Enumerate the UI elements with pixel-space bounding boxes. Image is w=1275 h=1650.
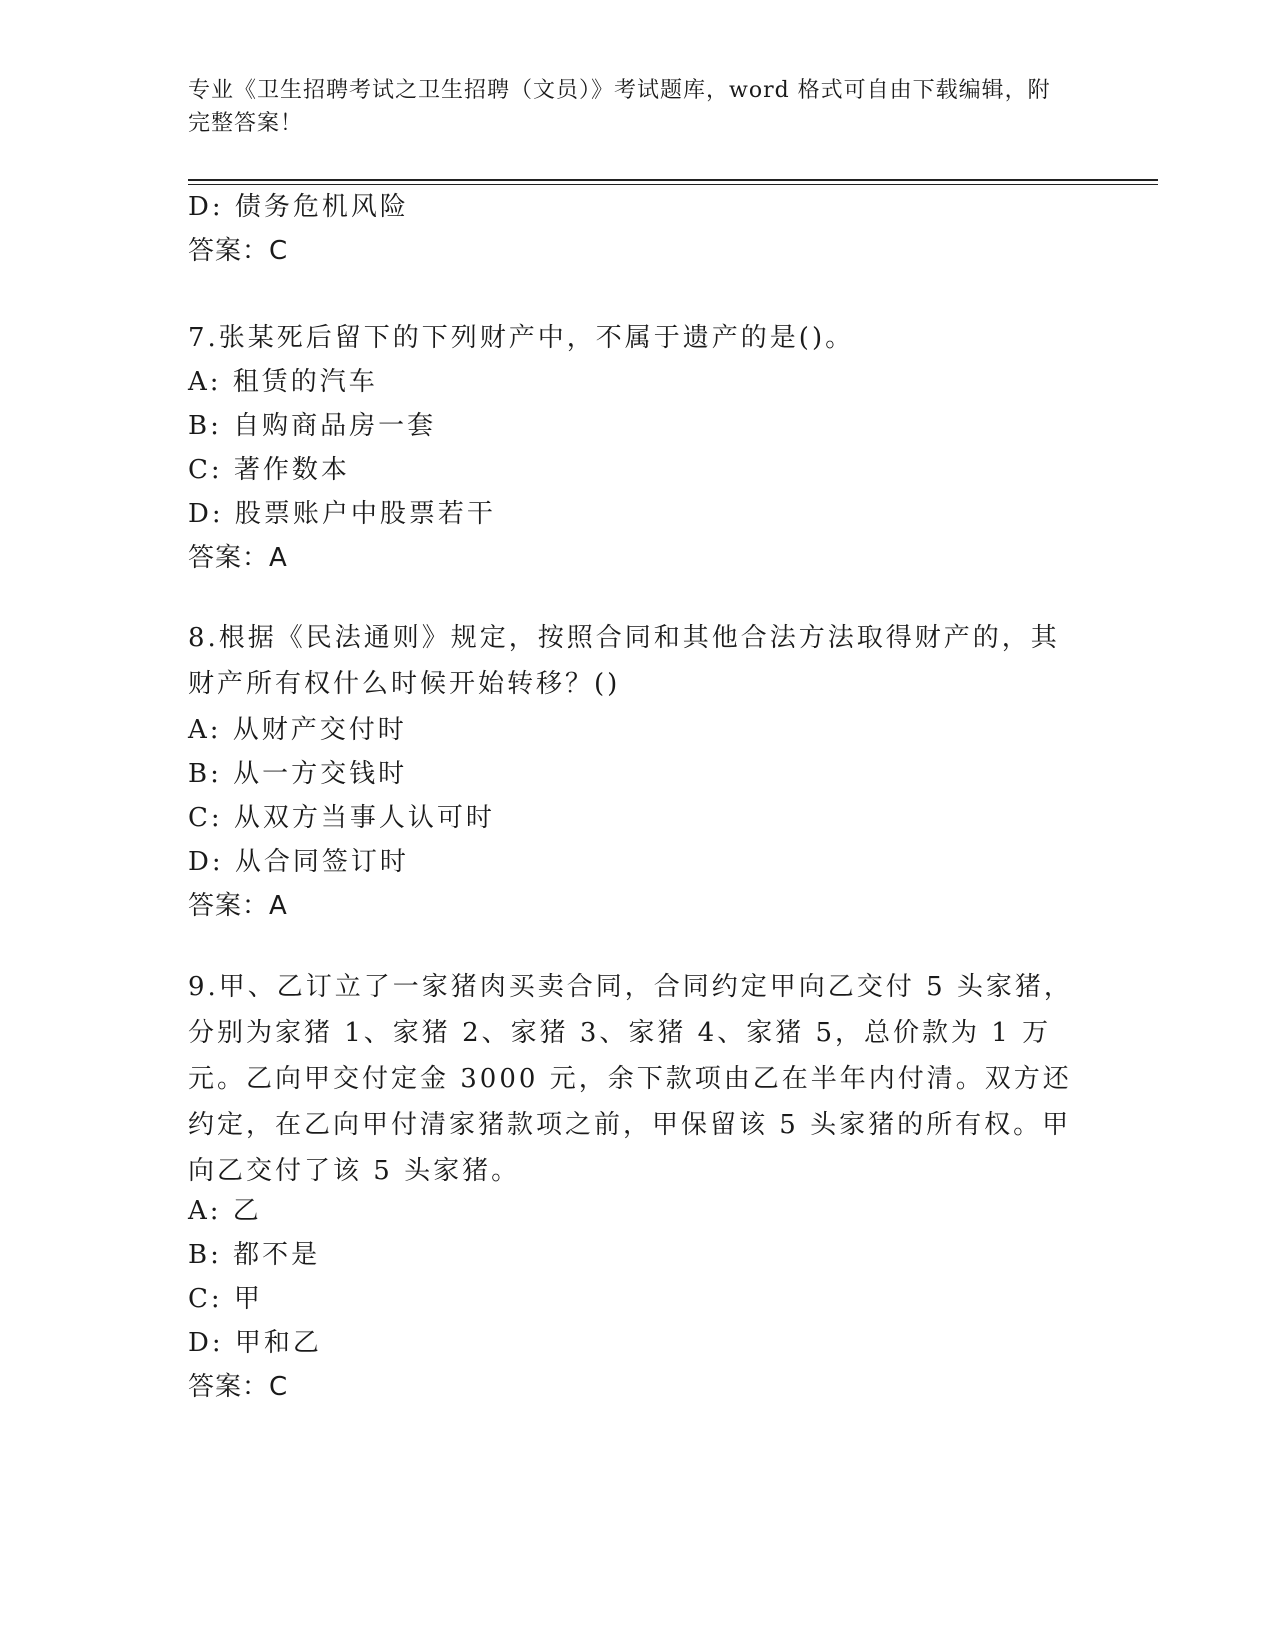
question-7-text: 7.张某死后留下的下列财产中，不属于遗产的是()。 — [188, 323, 855, 353]
question-8-option-b: B: 从一方交钱时 — [188, 759, 408, 789]
question-8-text: 8.根据《民法通则》规定，按照合同和其他合法方法取得财产的，其财产所有权什么时候开始转移？() — [188, 623, 1060, 699]
question-9-option-a: A: 乙 — [188, 1196, 262, 1226]
question-7-option-c: C: 著作数本 — [188, 455, 350, 485]
question-9-text: 9.甲、乙订立了一家猪肉买卖合同，合同约定甲向乙交付 5 头家猪，分别为家猪 1、家猪 2、家猪 3、家猪 4、家猪 5，总价款为 1 万元。乙向甲交付定金 3000 元，余下款项由乙在半年内付清。双方还约定，在乙向甲付清家猪款项之前，甲保留该 5 头家猪的所有权。甲向乙交付了该 5 头家猪。 — [188, 972, 1073, 1186]
question-7-option-b: B: 自购商品房一套 — [188, 411, 437, 441]
question-7-option-a: A: 租赁的汽车 — [188, 367, 378, 397]
question-8-option-a: A: 从财产交付时 — [188, 715, 407, 745]
question-8-option-c: C: 从双方当事人认可时 — [188, 803, 495, 833]
question-8-answer: 答案：A — [188, 891, 288, 921]
header-rule-thick — [188, 179, 1158, 181]
prev-option-d: D: 债务危机风险 — [188, 192, 409, 222]
question-9-option-c: C: 甲 — [188, 1284, 263, 1314]
question-9-answer: 答案：C — [188, 1372, 289, 1402]
question-7-option-d: D: 股票账户中股票若干 — [188, 499, 496, 529]
question-7-answer: 答案：A — [188, 543, 288, 573]
document-header: 专业《卫生招聘考试之卫生招聘（文员）》考试题库，word 格式可自由下载编辑，附完整答案！ — [188, 78, 1051, 136]
question-9-option-d: D: 甲和乙 — [188, 1328, 322, 1358]
header-rule-thin — [188, 184, 1158, 185]
question-9-option-b: B: 都不是 — [188, 1240, 321, 1270]
prev-answer: 答案：C — [188, 236, 289, 266]
question-8-option-d: D: 从合同签订时 — [188, 847, 409, 877]
